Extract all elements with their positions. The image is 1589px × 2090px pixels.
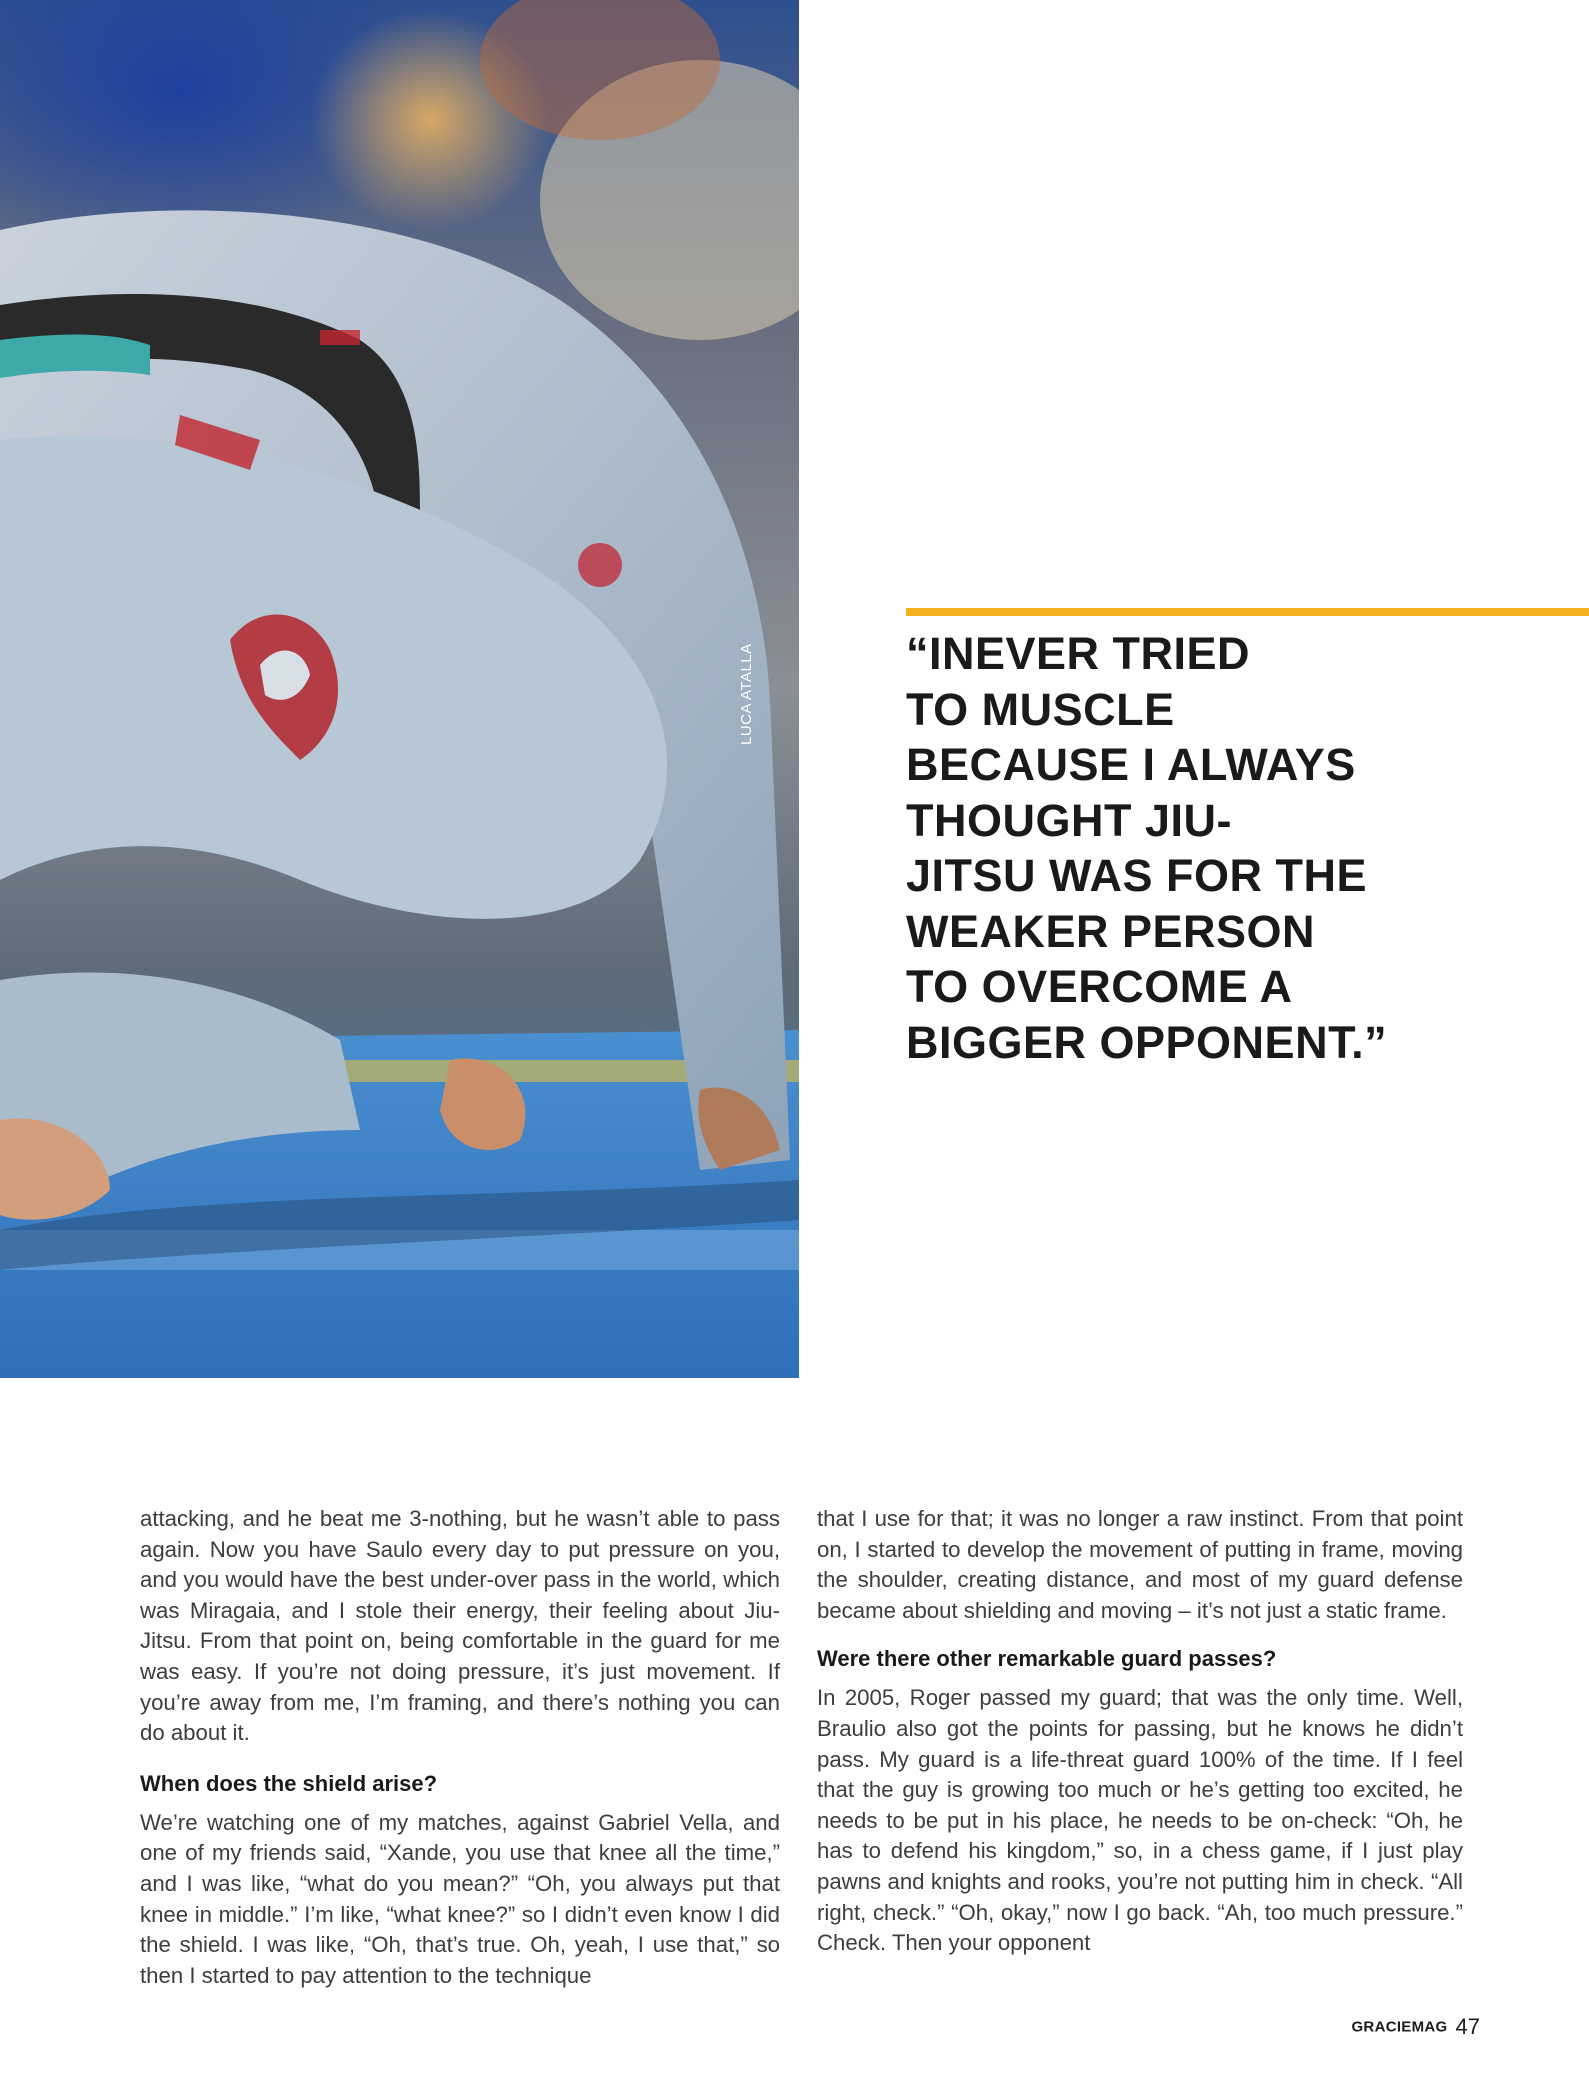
quote-accent-bar xyxy=(906,608,1589,616)
photo-credit: LUCA ATALLA xyxy=(738,643,755,745)
body-paragraph: In 2005, Roger passed my guard; that was the only time. Well, Braulio also got the points for passing, but he knows he didn’t pass. My guard is a life-threat guard 100% of the time. If I feel that the guy is growing too much or he’s getting too excited, he needs to be put in his place, he needs to be on-check: “Oh, he has to defend his kingdom,” so, in a chess game, if I just play pawns and knights and rooks, you’re not putting him in check. “All right, check.” “Oh, okay,” now I go back. “Ah, too much pressure.” Check. Then your opponent xyxy=(817,1685,1463,1956)
jiu-jitsu-match-photo xyxy=(0,0,799,1378)
pull-quote xyxy=(906,626,1466,1070)
section-heading: When does the shield arise? xyxy=(140,1770,438,1796)
body-paragraph: that I use for that; it was no longer a raw instinct. From that point on, I started to develop the movement of putting in frame, moving the shoulder, creating distance, and most of my guard defense became about shielding and moving – it’s not just a static frame. xyxy=(817,1506,1463,1623)
article-photo xyxy=(0,0,799,1378)
magazine-name: GRACIEMAG xyxy=(1351,2018,1448,2036)
article-column-left xyxy=(140,1504,780,1991)
pull-quote-line: TO MUSCLE xyxy=(906,683,1175,735)
section-heading: Were there other remarkable guard passes? xyxy=(817,1646,1277,1672)
body-paragraph: We’re watching one of my matches, against Gabriel Vella, and one of my friends said, “Xande, you use that knee all the time,” and I was like, “what do you mean?” “Oh, you always put that knee in middle.” I’m like, “what knee?” so I didn’t even know I did the shield. I was like, “Oh, that’s true. Oh, yeah, I use that,” so then I started to pay attention to the technique xyxy=(140,1809,780,1988)
page-number: 47 xyxy=(1455,2014,1480,2039)
page-footer xyxy=(1300,2014,1480,2040)
pull-quote-line: “INEVER TRIED xyxy=(906,628,1251,679)
pull-quote-line: BIGGER OPPONENT.” xyxy=(906,1016,1388,1068)
pull-quote-line: TO OVERCOME A xyxy=(906,961,1293,1012)
pull-quote-line: WEAKER PERSON xyxy=(906,905,1316,957)
pull-quote-line: THOUGHT JIU- xyxy=(906,794,1232,846)
pull-quote-line: BECAUSE I ALWAYS xyxy=(906,739,1356,790)
article-column-right xyxy=(817,1504,1463,1959)
pull-quote-line: JITSU WAS FOR THE xyxy=(906,850,1368,901)
body-paragraph: attacking, and he beat me 3-nothing, but he wasn’t able to pass again. Now you have Saulo every day to put pressure on you, and you would have the best under-over pass in the world, which was Miragaia, and I stole their energy, their feeling about Jiu-Jitsu. From that point on, being comfortable in the guard for me was easy. If you’re not doing pressure, it’s just movement. If you’re away from me, I’m framing, and there’s nothing you can do about it. xyxy=(140,1506,780,1746)
